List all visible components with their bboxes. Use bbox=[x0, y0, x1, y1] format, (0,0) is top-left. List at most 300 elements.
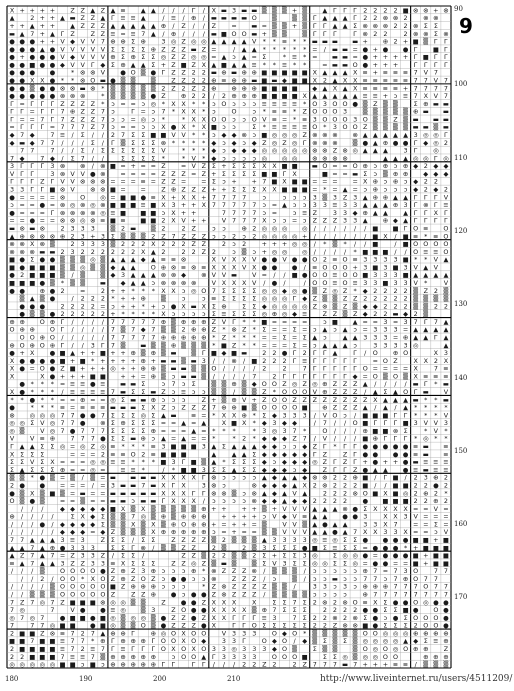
stitch-symbol: ≡ bbox=[281, 37, 288, 46]
stitch-symbol: Г bbox=[10, 99, 15, 108]
stitch-symbol: + bbox=[150, 302, 156, 311]
stitch-symbol: O bbox=[433, 240, 439, 249]
stitch-symbol: X bbox=[221, 598, 227, 607]
stitch-symbol: ■ bbox=[281, 84, 288, 93]
stitch-symbol: ⊗ bbox=[211, 574, 217, 583]
stitch-symbol: ◆ bbox=[413, 637, 419, 646]
stitch-symbol: + bbox=[291, 21, 298, 30]
stitch-symbol: ◆ bbox=[100, 528, 106, 537]
stitch-symbol: ◆ bbox=[29, 131, 35, 139]
stitch-symbol: Z bbox=[201, 598, 206, 607]
stitch-symbol: ▒ bbox=[211, 388, 217, 397]
stitch-symbol: ▬ bbox=[160, 356, 167, 365]
stitch-symbol: / bbox=[31, 504, 34, 513]
stitch-symbol: ◎ bbox=[362, 652, 369, 661]
stitch-symbol: Σ bbox=[80, 131, 85, 139]
stitch-symbol: ▲ bbox=[382, 208, 388, 217]
stitch-symbol: / bbox=[162, 465, 165, 474]
stitch-symbol: ≡ bbox=[402, 660, 409, 669]
stitch-symbol: V bbox=[80, 169, 85, 178]
stitch-symbol: ▲ bbox=[191, 426, 197, 435]
stitch-symbol: ▒ bbox=[39, 497, 45, 506]
stitch-symbol: + bbox=[372, 45, 378, 54]
stitch-symbol: X bbox=[221, 613, 227, 622]
stitch-symbol: 7 bbox=[433, 574, 438, 583]
stitch-symbol: Z bbox=[171, 45, 176, 54]
stitch-symbol: ◎ bbox=[261, 224, 268, 233]
stitch-symbol: 2 bbox=[373, 294, 378, 303]
stitch-symbol: ■ bbox=[190, 458, 197, 467]
stitch-symbol: ▲ bbox=[423, 333, 429, 342]
stitch-symbol: + bbox=[39, 21, 45, 30]
stitch-symbol: ◎ bbox=[190, 37, 197, 46]
stitch-symbol: O bbox=[181, 606, 187, 615]
stitch-symbol: ◎ bbox=[281, 232, 288, 241]
stitch-symbol: ▒ bbox=[261, 520, 267, 529]
stitch-symbol: ◎ bbox=[29, 613, 36, 622]
stitch-symbol: ■ bbox=[180, 450, 187, 459]
stitch-symbol: X bbox=[241, 278, 247, 287]
stitch-symbol: 7 bbox=[312, 660, 317, 669]
stitch-symbol: O bbox=[70, 567, 76, 576]
stitch-symbol: ▬ bbox=[190, 45, 197, 54]
stitch-symbol: ▲ bbox=[372, 138, 378, 147]
stitch-symbol: ↄ bbox=[262, 208, 267, 217]
stitch-symbol: ▬ bbox=[241, 6, 248, 15]
stitch-symbol: + bbox=[362, 458, 368, 467]
stitch-symbol: ▬ bbox=[190, 372, 197, 381]
stitch-symbol: ◆ bbox=[282, 450, 287, 459]
stitch-symbol: ▒ bbox=[130, 84, 136, 93]
stitch-symbol: O bbox=[342, 123, 348, 132]
stitch-symbol: ⊕ bbox=[110, 660, 116, 669]
stitch-symbol: 2 bbox=[282, 364, 287, 373]
stitch-symbol: 2 bbox=[393, 37, 398, 46]
stitch-symbol: ⊕ bbox=[372, 582, 378, 591]
stitch-symbol: ↄ bbox=[393, 185, 398, 194]
stitch-symbol: ● bbox=[392, 138, 399, 147]
stitch-symbol: ▒ bbox=[60, 263, 65, 272]
stitch-symbol: O bbox=[140, 621, 146, 630]
stitch-symbol: 2 bbox=[393, 6, 398, 15]
stitch-symbol: Σ bbox=[363, 169, 368, 178]
stitch-symbol: X bbox=[9, 356, 15, 365]
stitch-symbol: ▒ bbox=[282, 29, 287, 38]
stitch-symbol: Г bbox=[131, 107, 136, 116]
stitch-symbol: Σ bbox=[121, 426, 126, 435]
stitch-symbol: Z bbox=[201, 185, 206, 194]
stitch-symbol: = bbox=[261, 21, 267, 30]
stitch-symbol: Z bbox=[211, 325, 217, 334]
stitch-symbol: ● bbox=[49, 84, 56, 93]
stitch-symbol: ◆ bbox=[433, 169, 439, 178]
stitch-symbol: ▒ bbox=[292, 645, 298, 654]
stitch-symbol: V bbox=[181, 216, 186, 225]
stitch-symbol: ↄ bbox=[242, 232, 246, 241]
stitch-symbol: X bbox=[272, 162, 277, 171]
stitch-symbol: + bbox=[130, 294, 136, 303]
stitch-symbol: ◆ bbox=[110, 271, 116, 280]
stitch-symbol: * bbox=[141, 465, 145, 474]
stitch-symbol: ⊕ bbox=[160, 528, 167, 537]
stitch-symbol: Σ bbox=[221, 294, 226, 303]
stitch-symbol: X bbox=[423, 92, 428, 101]
stitch-symbol: = bbox=[59, 395, 66, 404]
stitch-symbol: ⊕ bbox=[241, 76, 247, 85]
stitch-symbol: ● bbox=[19, 84, 25, 93]
stitch-symbol: ⊕ bbox=[423, 645, 429, 654]
stitch-symbol: ≡ bbox=[332, 271, 338, 280]
stitch-symbol: ■ bbox=[39, 652, 46, 661]
stitch-symbol: / bbox=[333, 232, 337, 241]
stitch-symbol: + bbox=[221, 512, 227, 521]
stitch-symbol: ⊕ bbox=[120, 60, 126, 69]
stitch-symbol: V bbox=[292, 512, 297, 521]
stitch-symbol: Σ bbox=[282, 621, 287, 630]
stitch-symbol: = bbox=[140, 372, 146, 381]
stitch-symbol: ◆ bbox=[403, 310, 409, 319]
stitch-symbol: ● bbox=[402, 442, 409, 451]
stitch-symbol: 2 bbox=[141, 450, 146, 459]
stitch-symbol: ↄ bbox=[111, 107, 115, 116]
stitch-symbol: ↄ bbox=[343, 574, 347, 583]
stitch-symbol: ◆ bbox=[282, 419, 287, 428]
stitch-symbol: ◎ bbox=[392, 645, 399, 654]
stitch-symbol: ● bbox=[200, 621, 207, 630]
stitch-symbol: Z bbox=[342, 286, 348, 295]
stitch-symbol: * bbox=[202, 107, 206, 116]
stitch-symbol: ■ bbox=[220, 60, 227, 69]
stitch-symbol: ● bbox=[281, 349, 288, 358]
stitch-symbol: 7 bbox=[50, 551, 55, 560]
stitch-symbol: Г bbox=[312, 29, 317, 38]
stitch-symbol: ◆ bbox=[271, 411, 277, 420]
stitch-symbol: / bbox=[222, 356, 226, 365]
stitch-symbol: ▒ bbox=[413, 286, 419, 295]
stitch-symbol: ▲ bbox=[201, 652, 207, 661]
stitch-symbol: ⊕ bbox=[150, 364, 156, 373]
stitch-symbol: + bbox=[100, 364, 106, 373]
stitch-symbol: X bbox=[241, 606, 247, 615]
stitch-symbol: ● bbox=[382, 543, 389, 552]
stitch-symbol: ↄ bbox=[111, 99, 115, 108]
stitch-symbol: X bbox=[9, 364, 15, 373]
stitch-symbol: ▒ bbox=[150, 84, 156, 93]
stitch-symbol: ⊗ bbox=[100, 177, 106, 186]
stitch-symbol: V bbox=[413, 263, 418, 272]
stitch-symbol: * bbox=[262, 45, 266, 54]
stitch-symbol: ◎ bbox=[412, 154, 419, 163]
stitch-symbol: Σ bbox=[221, 465, 226, 474]
stitch-symbol: ◎ bbox=[9, 426, 15, 435]
stitch-symbol: + bbox=[271, 240, 278, 249]
stitch-symbol: + bbox=[211, 520, 217, 529]
stitch-symbol: ≡ bbox=[443, 372, 449, 381]
stitch-symbol: ◎ bbox=[443, 154, 449, 163]
stitch-symbol: ≡ bbox=[281, 123, 288, 132]
stitch-symbol: * bbox=[60, 76, 65, 85]
stitch-symbol: 2 bbox=[393, 286, 398, 295]
stitch-symbol: ■ bbox=[311, 543, 318, 552]
stitch-symbol: X bbox=[302, 481, 307, 490]
stitch-symbol: Σ bbox=[383, 606, 388, 615]
stitch-symbol: ■ bbox=[79, 613, 86, 622]
stitch-symbol: / bbox=[31, 512, 34, 521]
stitch-symbol: ◆ bbox=[271, 450, 277, 459]
page-number: 9 bbox=[459, 14, 473, 38]
stitch-symbol: ≡ bbox=[443, 450, 449, 459]
stitch-symbol: ■ bbox=[190, 465, 197, 474]
stitch-symbol: ● bbox=[29, 216, 36, 225]
stitch-symbol: ⊕ bbox=[150, 660, 156, 669]
stitch-symbol: ■ bbox=[29, 60, 36, 69]
stitch-symbol: 2 bbox=[383, 302, 388, 311]
stitch-symbol: + bbox=[261, 240, 267, 249]
stitch-symbol: Г bbox=[353, 349, 358, 358]
stitch-symbol: 7 bbox=[211, 403, 216, 412]
stitch-symbol: = bbox=[211, 53, 217, 62]
stitch-symbol: * bbox=[192, 138, 196, 147]
stitch-symbol: ⊕ bbox=[9, 341, 15, 350]
stitch-symbol: O bbox=[322, 162, 328, 171]
stitch-symbol: / bbox=[71, 271, 74, 280]
stitch-symbol: Z bbox=[191, 535, 196, 544]
stitch-symbol: ▲ bbox=[292, 473, 298, 482]
stitch-symbol: ▒ bbox=[282, 567, 287, 576]
stitch-symbol: ▒ bbox=[120, 613, 126, 622]
stitch-symbol: ● bbox=[39, 92, 46, 101]
stitch-symbol: Σ bbox=[110, 146, 115, 155]
stitch-symbol: Σ bbox=[302, 621, 307, 630]
stitch-symbol: ● bbox=[382, 45, 389, 54]
stitch-symbol: ◎ bbox=[261, 294, 268, 303]
stitch-symbol: ⊕ bbox=[180, 92, 187, 101]
stitch-symbol: ▲ bbox=[322, 84, 328, 93]
stitch-symbol: ■ bbox=[29, 645, 36, 654]
row-label-120: 120 bbox=[454, 227, 468, 235]
stitch-symbol: Z bbox=[161, 598, 166, 607]
stitch-symbol: ≡ bbox=[110, 559, 116, 568]
stitch-symbol: 3 bbox=[60, 559, 65, 568]
stitch-symbol: Z bbox=[221, 567, 227, 576]
stitch-symbol: X bbox=[130, 520, 136, 529]
stitch-symbol: 3 bbox=[393, 341, 398, 350]
stitch-symbol: 7 bbox=[70, 645, 75, 654]
stitch-symbol: ≡ bbox=[413, 450, 419, 459]
stitch-symbol: ≡ bbox=[352, 255, 358, 264]
stitch-symbol: ◆ bbox=[271, 473, 277, 482]
stitch-symbol: = bbox=[180, 162, 187, 171]
stitch-symbol: ≡ bbox=[433, 372, 439, 381]
stitch-symbol: Z bbox=[181, 185, 186, 194]
stitch-symbol: 2 bbox=[151, 232, 156, 241]
stitch-symbol: ↄ bbox=[343, 590, 347, 599]
stitch-symbol: ◆ bbox=[70, 37, 76, 46]
stitch-symbol: 3 bbox=[292, 535, 297, 544]
stitch-symbol: V bbox=[433, 263, 439, 272]
stitch-symbol: ■ bbox=[392, 263, 399, 272]
stitch-symbol: * bbox=[272, 388, 277, 397]
stitch-symbol: O bbox=[231, 107, 237, 116]
stitch-symbol: ▲ bbox=[312, 333, 318, 342]
stitch-symbol: ▲ bbox=[211, 37, 217, 46]
stitch-symbol: 7 bbox=[413, 582, 418, 591]
stitch-symbol: 7 bbox=[232, 208, 237, 217]
stitch-symbol: ▲ bbox=[443, 271, 449, 280]
stitch-symbol: ◎ bbox=[110, 598, 116, 607]
col-label-200: 200 bbox=[153, 675, 167, 683]
stitch-symbol: 7 bbox=[20, 613, 25, 622]
stitch-symbol: ≡ bbox=[433, 465, 439, 474]
stitch-symbol: 2 bbox=[413, 497, 418, 506]
stitch-symbol: Z bbox=[443, 645, 449, 654]
stitch-symbol: 3 bbox=[373, 271, 378, 280]
stitch-symbol: ◎ bbox=[190, 559, 197, 568]
stitch-symbol: Σ bbox=[292, 606, 297, 615]
stitch-symbol: ▲ bbox=[160, 411, 166, 420]
stitch-symbol: ≡ bbox=[402, 68, 409, 77]
stitch-symbol: O bbox=[423, 621, 429, 630]
stitch-symbol: 2 bbox=[10, 481, 15, 490]
stitch-symbol: 3 bbox=[302, 551, 307, 560]
stitch-symbol: ◆ bbox=[271, 497, 277, 506]
stitch-symbol: Г bbox=[151, 645, 156, 654]
stitch-symbol: Σ bbox=[393, 621, 398, 630]
stitch-symbol: ▲ bbox=[130, 60, 136, 69]
stitch-symbol: 7 bbox=[30, 29, 35, 38]
stitch-symbol: 3 bbox=[363, 512, 368, 521]
stitch-symbol: * bbox=[131, 286, 135, 295]
stitch-symbol: ● bbox=[29, 92, 36, 101]
stitch-symbol: Σ bbox=[131, 388, 136, 397]
stitch-symbol: 2 bbox=[443, 481, 448, 490]
stitch-symbol: Z bbox=[70, 29, 75, 38]
row-label-160: 160 bbox=[454, 520, 468, 528]
stitch-symbol: + bbox=[382, 92, 389, 101]
stitch-symbol: ≡ bbox=[291, 53, 298, 62]
stitch-symbol: X bbox=[161, 193, 166, 202]
stitch-symbol: 2 bbox=[383, 286, 388, 295]
stitch-symbol: / bbox=[81, 333, 84, 342]
stitch-symbol: ⊕ bbox=[170, 185, 177, 194]
stitch-symbol: O bbox=[181, 652, 187, 661]
stitch-symbol: 7 bbox=[373, 574, 378, 583]
stitch-symbol: ▲ bbox=[382, 146, 388, 155]
stitch-symbol: ◎ bbox=[200, 53, 207, 62]
stitch-symbol: Σ bbox=[151, 411, 156, 420]
stitch-symbol: ▲ bbox=[110, 21, 116, 30]
stitch-symbol: = bbox=[130, 99, 136, 108]
stitch-symbol: ◎ bbox=[382, 629, 389, 638]
stitch-symbol: Σ bbox=[50, 465, 55, 474]
stitch-symbol: ↄ bbox=[181, 582, 186, 591]
stitch-symbol: Z bbox=[181, 169, 186, 178]
stitch-symbol: ■ bbox=[301, 177, 308, 186]
stitch-symbol: O bbox=[312, 107, 318, 116]
stitch-symbol: * bbox=[303, 99, 307, 108]
stitch-symbol: ▲ bbox=[382, 154, 388, 163]
stitch-symbol: Г bbox=[131, 645, 136, 654]
stitch-symbol: ↄ bbox=[252, 473, 256, 482]
stitch-symbol: * bbox=[212, 333, 216, 342]
stitch-symbol: ● bbox=[150, 68, 157, 77]
stitch-symbol: ↄ bbox=[232, 115, 236, 124]
stitch-symbol: ▒ bbox=[282, 590, 287, 599]
stitch-symbol: 2 bbox=[191, 247, 196, 256]
stitch-symbol: = bbox=[322, 60, 328, 69]
stitch-symbol: ◎ bbox=[301, 247, 308, 256]
stitch-symbol: Г bbox=[332, 364, 337, 373]
stitch-symbol: + bbox=[49, 14, 56, 23]
stitch-symbol: ■ bbox=[422, 53, 429, 62]
stitch-symbol: ◆ bbox=[80, 520, 86, 529]
stitch-symbol: Z bbox=[161, 92, 166, 101]
stitch-symbol: Z bbox=[80, 21, 85, 30]
stitch-symbol: ⊕ bbox=[100, 637, 106, 646]
stitch-symbol: Z bbox=[342, 294, 348, 303]
stitch-symbol: X bbox=[181, 637, 186, 646]
stitch-symbol: ↄ bbox=[282, 442, 287, 451]
stitch-symbol: 3 bbox=[393, 278, 398, 287]
stitch-symbol: Σ bbox=[292, 551, 297, 560]
stitch-symbol: * bbox=[262, 107, 266, 116]
stitch-symbol: ↄ bbox=[212, 497, 216, 506]
stitch-symbol: ▒ bbox=[292, 590, 298, 599]
stitch-symbol: Z bbox=[201, 240, 206, 249]
stitch-symbol: O bbox=[271, 652, 277, 661]
stitch-symbol: / bbox=[10, 582, 14, 591]
stitch-symbol: + bbox=[39, 29, 45, 38]
stitch-symbol: ■ bbox=[442, 559, 449, 568]
stitch-symbol: ◎ bbox=[271, 146, 278, 155]
stitch-symbol: * bbox=[171, 107, 176, 116]
stitch-symbol: = bbox=[201, 177, 207, 186]
stitch-symbol: ● bbox=[19, 263, 25, 272]
stitch-symbol: Г bbox=[393, 419, 398, 428]
stitch-symbol: ■ bbox=[109, 504, 116, 513]
stitch-symbol: ⊕ bbox=[49, 543, 56, 552]
stitch-symbol: ◆ bbox=[49, 154, 55, 163]
stitch-symbol: ◆ bbox=[302, 458, 308, 467]
stitch-symbol: Σ bbox=[282, 333, 287, 342]
stitch-symbol: ≡ bbox=[443, 465, 449, 474]
stitch-symbol: 2 bbox=[110, 131, 115, 139]
stitch-symbol: ■ bbox=[79, 598, 86, 607]
stitch-symbol: ▲ bbox=[231, 450, 237, 459]
stitch-symbol: Σ bbox=[141, 426, 146, 435]
stitch-symbol: 3 bbox=[383, 317, 388, 326]
stitch-symbol: X bbox=[413, 356, 418, 365]
stitch-symbol: ◎ bbox=[392, 637, 399, 646]
stitch-symbol: ▬ bbox=[9, 224, 16, 233]
stitch-symbol: ◎ bbox=[352, 559, 358, 568]
stitch-symbol: ● bbox=[29, 302, 36, 311]
stitch-symbol: Z bbox=[322, 286, 328, 295]
stitch-symbol: ◎ bbox=[49, 426, 56, 435]
stitch-symbol: 7 bbox=[353, 660, 358, 669]
stitch-symbol: 3 bbox=[343, 201, 348, 210]
stitch-symbol: ▒ bbox=[140, 528, 146, 537]
stitch-symbol: O bbox=[342, 278, 348, 287]
stitch-symbol: Г bbox=[302, 372, 307, 381]
stitch-symbol: ◎ bbox=[79, 263, 86, 272]
stitch-symbol: ▲ bbox=[342, 84, 348, 93]
stitch-symbol: ≡ bbox=[302, 208, 308, 217]
stitch-symbol: ▬ bbox=[120, 403, 127, 412]
stitch-symbol: ⊕ bbox=[382, 582, 389, 591]
stitch-symbol: 2 bbox=[322, 489, 327, 498]
stitch-symbol: 3 bbox=[221, 637, 226, 646]
